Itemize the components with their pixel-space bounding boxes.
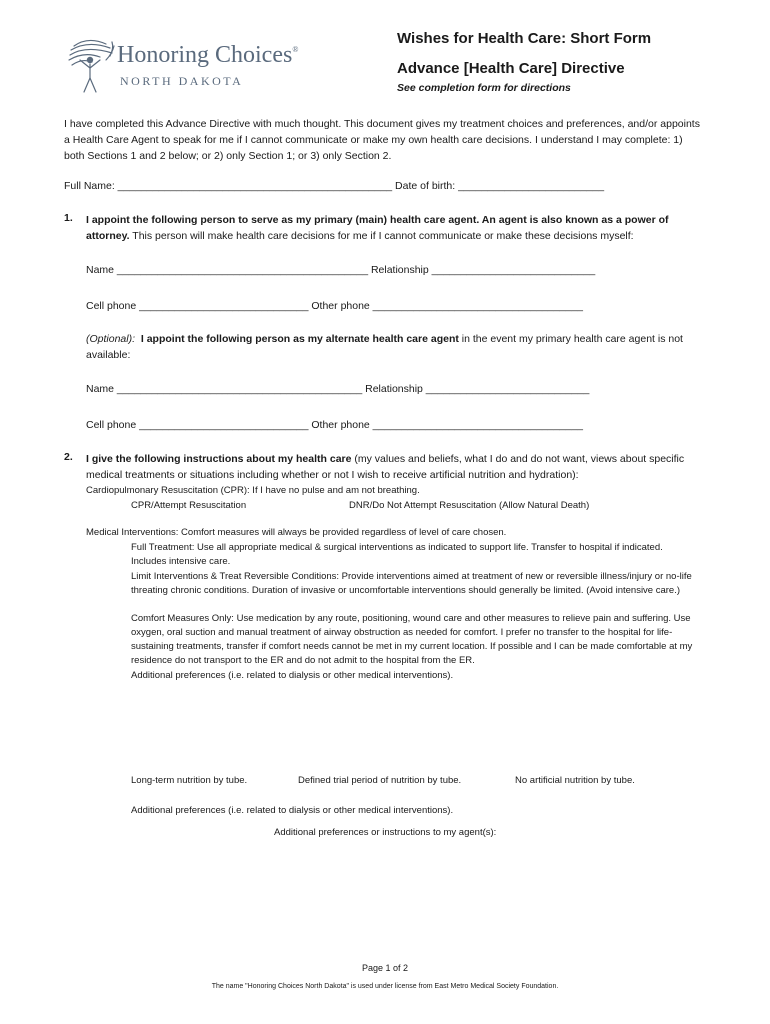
section-1-heading: [86, 212, 706, 244]
cpr-option-dnr[interactable]: DNR/Do Not Attempt Resuscitation (Allow Natural Death): [349, 500, 590, 511]
alternate-agent-name-line[interactable]: Name __________________________________________ Relationship ____________________________: [86, 383, 590, 395]
cpr-option-attempt[interactable]: CPR/Attempt Resuscitation: [131, 500, 247, 511]
page-number: Page 1 of 2: [361, 963, 409, 973]
cpr-heading: Cardiopulmonary Resuscitation (CPR): If I have no pulse and am not breathing.: [86, 485, 420, 496]
nutrition-option-trial[interactable]: Defined trial period of nutrition by tube.: [298, 775, 462, 786]
section-2-heading-rest: (my values and beliefs, what I do and do not want, views about specific medical treatments or situations including whether or not I wish to receive artificial nutrition and hydration):: [86, 453, 685, 481]
agent-instructions-label: Additional preferences or instructions to my agent(s):: [274, 827, 497, 838]
additional-preferences-label-2: Additional preferences (i.e. related to dialysis or other medical interventions).: [131, 805, 454, 816]
alternate-agent-phone-line[interactable]: Cell phone _____________________________ Other phone ____________________________________: [86, 419, 583, 431]
additional-preferences-label: Additional preferences (i.e. related to dialysis or other medical interventions).: [131, 670, 454, 681]
title-block: [397, 30, 651, 94]
page-title: Wishes for Health Care: Short Form: [397, 30, 652, 47]
section-1-heading-bold: I appoint the following person to serve as my primary (main) health care agent. An agent is also known as a power of attorney.: [86, 214, 669, 242]
option-comfort-measures[interactable]: Comfort Measures Only: Use medication by any route, positioning, wound care and other measures to relieve pain and suffering. Use oxygen, oral suction and manual treatment of airway obstruction as needed for comfort. I prefer no transfer to the hospital for life-sustaining treatments, transfer if comfort needs cannot be met in my current location. If possible and I can be made comfortable at my residence do not transport to the ER and do not admit to the hospital from the ER.: [131, 613, 693, 666]
logo-subtitle: NORTH DAKOTA: [120, 74, 244, 88]
option-full-treatment[interactable]: Full Treatment: Use all appropriate medical & surgical interventions as indicated to support life. Transfer to hospital if indicated. Includes intensive care.: [131, 542, 663, 567]
section-1-number: 1.: [64, 212, 73, 224]
logo: [66, 34, 336, 98]
alternate-agent-bold: I appoint the following person as my alternate health care agent: [140, 333, 459, 345]
section-1-heading-rest: This person will make health care decisions for me if I cannot communicate or make these decisions myself:: [129, 230, 634, 242]
alternate-agent-rest: in the event my primary health care agent is not available:: [86, 333, 683, 361]
alternate-agent-statement: [86, 331, 706, 363]
optional-label: (Optional):: [86, 333, 136, 345]
primary-agent-phone-line[interactable]: Cell phone _____________________________ Other phone ____________________________________: [86, 300, 583, 312]
section-2-heading: [86, 451, 706, 483]
directions-note: See completion form for directions: [397, 82, 571, 94]
option-limit-interventions[interactable]: Limit Interventions & Treat Reversible Conditions: Provide interventions aimed at treatment of new or reversible illness/injury or no-life threating chronic conditions. Duration of invasive or uncomfortable interventions should generally be limited. (Avoid intensive care.): [131, 571, 692, 596]
license-note: The name "Honoring Choices North Dakota" is used under license from East Metro Medical Society Foundation.: [211, 983, 559, 990]
section-2-heading-bold: I give the following instructions about my health care: [86, 453, 352, 465]
interventions-heading: Medical Interventions: Comfort measures will always be provided regardless of level of care chosen.: [86, 527, 507, 538]
person-with-flowing-lines-icon: [66, 34, 118, 94]
section-2-number: 2.: [64, 451, 73, 463]
page-subtitle: Advance [Health Care] Directive: [397, 60, 625, 77]
nutrition-option-long-term[interactable]: Long-term nutrition by tube.: [131, 775, 248, 786]
intro-paragraph: I have completed this Advance Directive with much thought. This document gives my treatment choices and preferences, and/or appoints a Health Care Agent to speak for me if I cannot communicate or make my own health care decisions. I understand I may complete: 1) both Sections 1 and 2 below; or 2) only Section 1; or 3) only Section 2.: [64, 118, 700, 162]
primary-agent-name-line[interactable]: Name ___________________________________________ Relationship ____________________________: [86, 264, 596, 276]
full-name-line[interactable]: Full Name: _______________________________________________ Date of birth: _________________________: [64, 180, 605, 192]
nutrition-option-none[interactable]: No artificial nutrition by tube.: [515, 775, 635, 786]
logo-name: Honoring Choices®: [117, 42, 299, 68]
